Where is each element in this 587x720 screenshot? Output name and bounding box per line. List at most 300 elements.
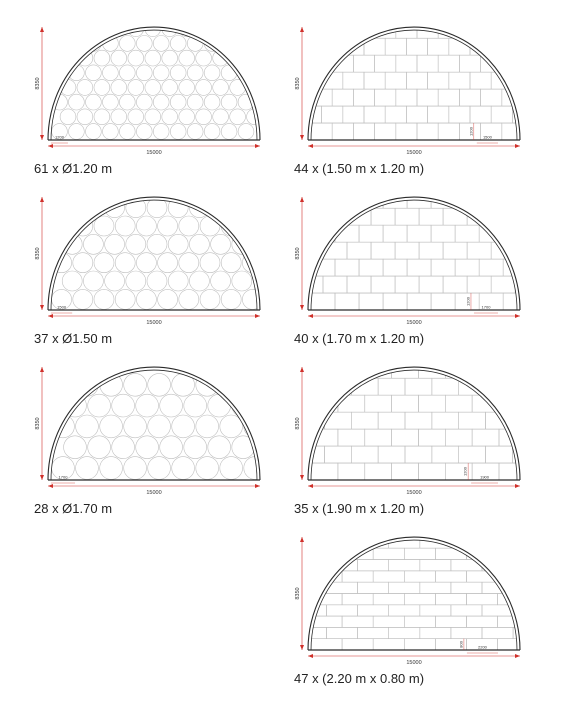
panel-tile (364, 72, 385, 89)
panel-circle (83, 271, 103, 291)
panel-bricks-1700x1200 (290, 188, 530, 358)
panel-tile (296, 605, 327, 616)
panel-tile (359, 259, 383, 276)
panel-circle (147, 234, 167, 254)
panel-tile (491, 242, 515, 259)
panel-tile (515, 208, 539, 225)
dome-drawing (290, 358, 530, 498)
panel-tile (420, 582, 451, 593)
panel-caption: 28 x Ø1.70 m (34, 501, 113, 516)
panel-circle (86, 94, 102, 110)
panel-tile (322, 72, 343, 89)
panel-circle (168, 234, 188, 254)
panel-caption: 35 x (1.90 m x 1.20 m) (294, 501, 425, 516)
panel-tile (364, 38, 385, 55)
panel-circle (136, 124, 152, 140)
panel-circle (128, 109, 144, 125)
panel-tile (404, 639, 435, 650)
panel-tile (499, 463, 526, 480)
panel-tile (405, 378, 432, 395)
panel-tile (395, 276, 419, 293)
panel-tile (455, 191, 479, 208)
panel-circle (69, 94, 85, 110)
panel-tile (491, 38, 512, 55)
panel-circle (60, 109, 76, 125)
panel-circle (162, 50, 178, 66)
panel-tile (311, 639, 342, 650)
panel-tile (513, 605, 544, 616)
panel-circle (83, 234, 103, 254)
panel-tile (365, 463, 392, 480)
panel-tile (296, 537, 327, 548)
panel-circle (160, 436, 183, 459)
panel-circle (136, 36, 152, 52)
panel-circle (88, 436, 111, 459)
panel-tile (513, 582, 544, 593)
height-dimension-label: 8350 (295, 247, 301, 260)
panel-circle (196, 50, 212, 66)
panel-circle (100, 457, 123, 480)
panel-tile (407, 225, 431, 242)
panel-tile (459, 446, 486, 463)
panel-tile (365, 361, 392, 378)
panel-tile (389, 560, 420, 571)
panel-tile (467, 208, 491, 225)
panel-tile (418, 429, 445, 446)
panel-tile (323, 208, 347, 225)
panel-tile (435, 616, 466, 627)
panel-tile (365, 429, 392, 446)
panel-tile (343, 106, 364, 123)
module-dimension-label: 1500 (57, 304, 67, 310)
dim-arrow (515, 484, 520, 488)
panel-tile (512, 38, 533, 55)
panel-tile (342, 639, 373, 650)
panel-circles-1700 (30, 358, 270, 528)
panel-tile (392, 463, 419, 480)
panel-tile (343, 72, 364, 89)
panel-tile (438, 123, 459, 140)
height-dimension-label: 8350 (295, 417, 301, 430)
panel-tile (338, 429, 365, 446)
panel-tile (351, 412, 378, 429)
panel-circle (94, 50, 110, 66)
panel-circle (112, 394, 135, 417)
panel-circle (145, 21, 161, 37)
dim-arrow (40, 197, 44, 202)
panel-circle (115, 289, 135, 309)
panel-tile (451, 605, 482, 616)
panel-circle (189, 271, 209, 291)
panel-circle (77, 80, 93, 96)
panel-circle (179, 109, 195, 125)
panel-tile (491, 208, 515, 225)
panel-circle (128, 80, 144, 96)
panel-tile (405, 412, 432, 429)
dome-inner-arc (311, 200, 517, 310)
tile-pattern (299, 191, 539, 310)
dome-drawing (290, 18, 530, 158)
panel-circle (124, 457, 147, 480)
panel-circle (244, 373, 267, 396)
panel-tile (299, 242, 323, 259)
panel-tile (324, 446, 351, 463)
dim-arrow (515, 654, 520, 658)
panel-tile (311, 55, 332, 72)
panel-tile (311, 21, 332, 38)
panel-circle (162, 109, 178, 125)
panel-circle (230, 21, 246, 37)
panel-tile (311, 293, 335, 310)
panel-tile (459, 412, 486, 429)
panel-tile (396, 55, 417, 72)
panel-tile (353, 89, 374, 106)
panel-tile (428, 106, 449, 123)
panel-circle (184, 394, 207, 417)
dim-arrow (515, 314, 520, 318)
panel-tile (515, 242, 539, 259)
panel-tile (481, 89, 502, 106)
panel-circle (187, 94, 203, 110)
panel-tile (418, 361, 445, 378)
panel-tile (431, 293, 455, 310)
dim-arrow (300, 305, 304, 310)
panel-tile (513, 537, 544, 548)
panel-tile (385, 38, 406, 55)
panel-tile (353, 21, 374, 38)
panel-tile (472, 361, 499, 378)
panel-circle (247, 21, 263, 37)
panel-tile (385, 72, 406, 89)
panel-tile (467, 276, 491, 293)
panel-circle (136, 65, 152, 81)
dim-arrow (300, 537, 304, 542)
width-dimension-label: 15000 (406, 660, 422, 666)
panel-tile (431, 225, 455, 242)
dim-arrow (300, 367, 304, 372)
dim-arrow (515, 144, 520, 148)
panel-tile (358, 605, 389, 616)
dim-arrow (300, 475, 304, 480)
panel-tile (311, 548, 342, 559)
panel-tile (499, 361, 526, 378)
height-dimension-label: 8350 (35, 417, 41, 430)
dim-arrow (48, 144, 53, 148)
panel-circle (145, 50, 161, 66)
module-dimension-label: 1900 (480, 474, 490, 480)
panel-tile (498, 594, 529, 605)
panel-circle (196, 415, 219, 438)
panel-tile (335, 293, 359, 310)
panel-tile (365, 395, 392, 412)
panel-circle (213, 21, 229, 37)
dim-arrow (48, 314, 53, 318)
panel-circle (64, 436, 87, 459)
panel-circle (179, 289, 199, 309)
panel-tile (373, 616, 404, 627)
panel-circle (105, 234, 125, 254)
panel-tile (375, 55, 396, 72)
panel-tile (443, 276, 467, 293)
panel-circle (208, 436, 231, 459)
panel-tile (383, 259, 407, 276)
panel-circle (73, 253, 93, 273)
panel-tile (353, 55, 374, 72)
width-dimension-label: 15000 (406, 150, 422, 156)
panel-tile (467, 242, 491, 259)
module-dimension-label: 1700 (58, 474, 68, 480)
panel-circle (196, 21, 212, 37)
panel-tile (327, 605, 358, 616)
panel-circle (187, 124, 203, 140)
panel-tile (347, 276, 371, 293)
panel-circle (119, 65, 135, 81)
panel-tile (455, 259, 479, 276)
panel-circle (179, 50, 195, 66)
panel-circle (170, 94, 186, 110)
panel-tile (353, 123, 374, 140)
panel-tile (419, 276, 443, 293)
module-dimension-label: 1200 (55, 134, 64, 140)
panel-tile (479, 259, 503, 276)
panel-circle (148, 457, 171, 480)
panel-tile (359, 293, 383, 310)
width-dimension-label: 15000 (146, 320, 162, 326)
panel-tile (335, 191, 359, 208)
panel-circle (76, 415, 99, 438)
dome-drawing (30, 18, 270, 158)
panel-circle (204, 65, 220, 81)
panel-tile (451, 627, 482, 638)
panel-tile (481, 21, 502, 38)
panel-circle (158, 216, 178, 236)
panel-tile (404, 616, 435, 627)
panel-tile (482, 560, 513, 571)
panel-circle (158, 253, 178, 273)
panel-circle (170, 124, 186, 140)
panel-circle (103, 94, 119, 110)
panel-tile (351, 446, 378, 463)
panel-circle (196, 373, 219, 396)
panel-tile (358, 582, 389, 593)
panel-tile (327, 582, 358, 593)
panel-circles-1500 (30, 188, 270, 358)
panel-circle (184, 436, 207, 459)
panel-tile (472, 429, 499, 446)
panel-tile (311, 395, 338, 412)
panel-circle (111, 109, 127, 125)
dim-arrow (40, 367, 44, 372)
dim-arrow (300, 645, 304, 650)
height-dimension-label: 8350 (35, 77, 41, 90)
module-height-label: 1200 (465, 297, 471, 306)
module-dimension-label: 1700 (481, 304, 491, 310)
panel-tile (482, 537, 513, 548)
panel-tile (324, 412, 351, 429)
module-dimension-label: 2200 (478, 644, 487, 650)
panel-tile (396, 89, 417, 106)
panel-circle (232, 394, 255, 417)
panel-circle (136, 94, 152, 110)
panel-circle (52, 36, 68, 52)
panel-tile (502, 55, 523, 72)
panel-tile (351, 378, 378, 395)
panel-tile (378, 412, 405, 429)
panel-circle (153, 65, 169, 81)
panel-tile (358, 627, 389, 638)
panel-circle (172, 373, 195, 396)
panel-circle (77, 21, 93, 37)
panel-circle (211, 198, 231, 218)
panel-circle (162, 80, 178, 96)
panel-circles-1200 (30, 18, 270, 188)
panel-tile (406, 38, 427, 55)
tile-pattern (298, 361, 540, 480)
panel-circle (76, 457, 99, 480)
panel-tile (491, 276, 515, 293)
panel-tile (472, 395, 499, 412)
panel-tile (323, 276, 347, 293)
panel-circle (94, 109, 110, 125)
panel-tile (486, 412, 513, 429)
panel-caption: 37 x Ø1.50 m (34, 331, 113, 346)
panel-circle (77, 109, 93, 125)
panel-tile (482, 627, 513, 638)
panel-circle (230, 109, 246, 125)
panel-tile (503, 293, 527, 310)
height-dimension-label: 8350 (295, 77, 301, 90)
panel-tile (432, 378, 459, 395)
panel-circle (94, 289, 114, 309)
tile-pattern (52, 21, 263, 140)
panel-circle (196, 80, 212, 96)
panel-tile (383, 191, 407, 208)
panel-tile (467, 571, 498, 582)
panel-tile (417, 55, 438, 72)
panel-circle (145, 80, 161, 96)
panel-tile (404, 571, 435, 582)
panel-circle (200, 289, 220, 309)
panel-circle (119, 124, 135, 140)
panel-tile (385, 106, 406, 123)
panel-circle (111, 50, 127, 66)
panel-tile (459, 89, 480, 106)
panel-circle (136, 289, 156, 309)
panel-caption: 44 x (1.50 m x 1.20 m) (294, 161, 425, 176)
panel-circle (124, 415, 147, 438)
panel-tile (451, 582, 482, 593)
panel-tile (432, 446, 459, 463)
panel-tile (449, 72, 470, 89)
panel-circle (232, 198, 252, 218)
panel-circle (126, 271, 146, 291)
panel-tile (373, 639, 404, 650)
panel-circle (115, 253, 135, 273)
panel-circle (88, 394, 111, 417)
panel-circle (62, 271, 82, 291)
panel-circle (94, 253, 114, 273)
dome-inner-arc (51, 370, 257, 480)
panel-circle (204, 94, 220, 110)
panel-tile (435, 571, 466, 582)
panel-circle (136, 436, 159, 459)
panel-circle (221, 289, 241, 309)
panel-tile (327, 537, 358, 548)
panel-circle (196, 457, 219, 480)
dim-arrow (48, 484, 53, 488)
panel-tile (364, 106, 385, 123)
panel-tile (342, 594, 373, 605)
panel-circle (221, 36, 237, 52)
panel-circle (126, 234, 146, 254)
dim-arrow (308, 144, 313, 148)
dome-inner-arc (311, 30, 517, 140)
panel-tile (338, 361, 365, 378)
panel-tile (459, 55, 480, 72)
panel-tile (371, 208, 395, 225)
panel-tile (451, 560, 482, 571)
panel-circle (179, 216, 199, 236)
panel-caption: 40 x (1.70 m x 1.20 m) (294, 331, 425, 346)
panel-tile (491, 106, 512, 123)
panel-circle (153, 124, 169, 140)
panel-circle (232, 271, 252, 291)
height-dimension-label: 8350 (295, 587, 301, 600)
panel-caption: 61 x Ø1.20 m (34, 161, 113, 176)
panel-tile (395, 208, 419, 225)
panel-tile (296, 560, 327, 571)
panel-tile (438, 89, 459, 106)
dim-arrow (40, 135, 44, 140)
panel-tile (404, 548, 435, 559)
height-dimension-label: 8350 (35, 247, 41, 260)
panel-tile (359, 191, 383, 208)
panel-tile (512, 378, 539, 395)
panel-tile (395, 242, 419, 259)
dim-arrow (40, 475, 44, 480)
panel-tile (311, 594, 342, 605)
tile-pattern (52, 373, 267, 479)
panel-circle (221, 253, 241, 273)
panel-tile (512, 412, 539, 429)
panel-circle (128, 50, 144, 66)
panel-tile (443, 208, 467, 225)
panel-tile (347, 242, 371, 259)
panel-circle (136, 253, 156, 273)
panel-tile (435, 548, 466, 559)
panel-tile (470, 106, 491, 123)
panel-circle (111, 21, 127, 37)
panel-circle (220, 373, 243, 396)
panel-tile (371, 242, 395, 259)
panel-tile (428, 72, 449, 89)
panel-tile (338, 463, 365, 480)
panel-tile (311, 429, 338, 446)
panel-tile (445, 361, 472, 378)
panel-circle (221, 124, 237, 140)
panel-circle (189, 234, 209, 254)
panel-circle (64, 394, 87, 417)
panel-circle (148, 373, 171, 396)
panel-circle (238, 124, 254, 140)
panel-circle (220, 457, 243, 480)
dim-arrow (300, 197, 304, 202)
tile-pattern (300, 21, 533, 140)
panel-tile (389, 627, 420, 638)
panel-circle (160, 394, 183, 417)
dim-arrow (255, 314, 260, 318)
panel-circle (179, 253, 199, 273)
